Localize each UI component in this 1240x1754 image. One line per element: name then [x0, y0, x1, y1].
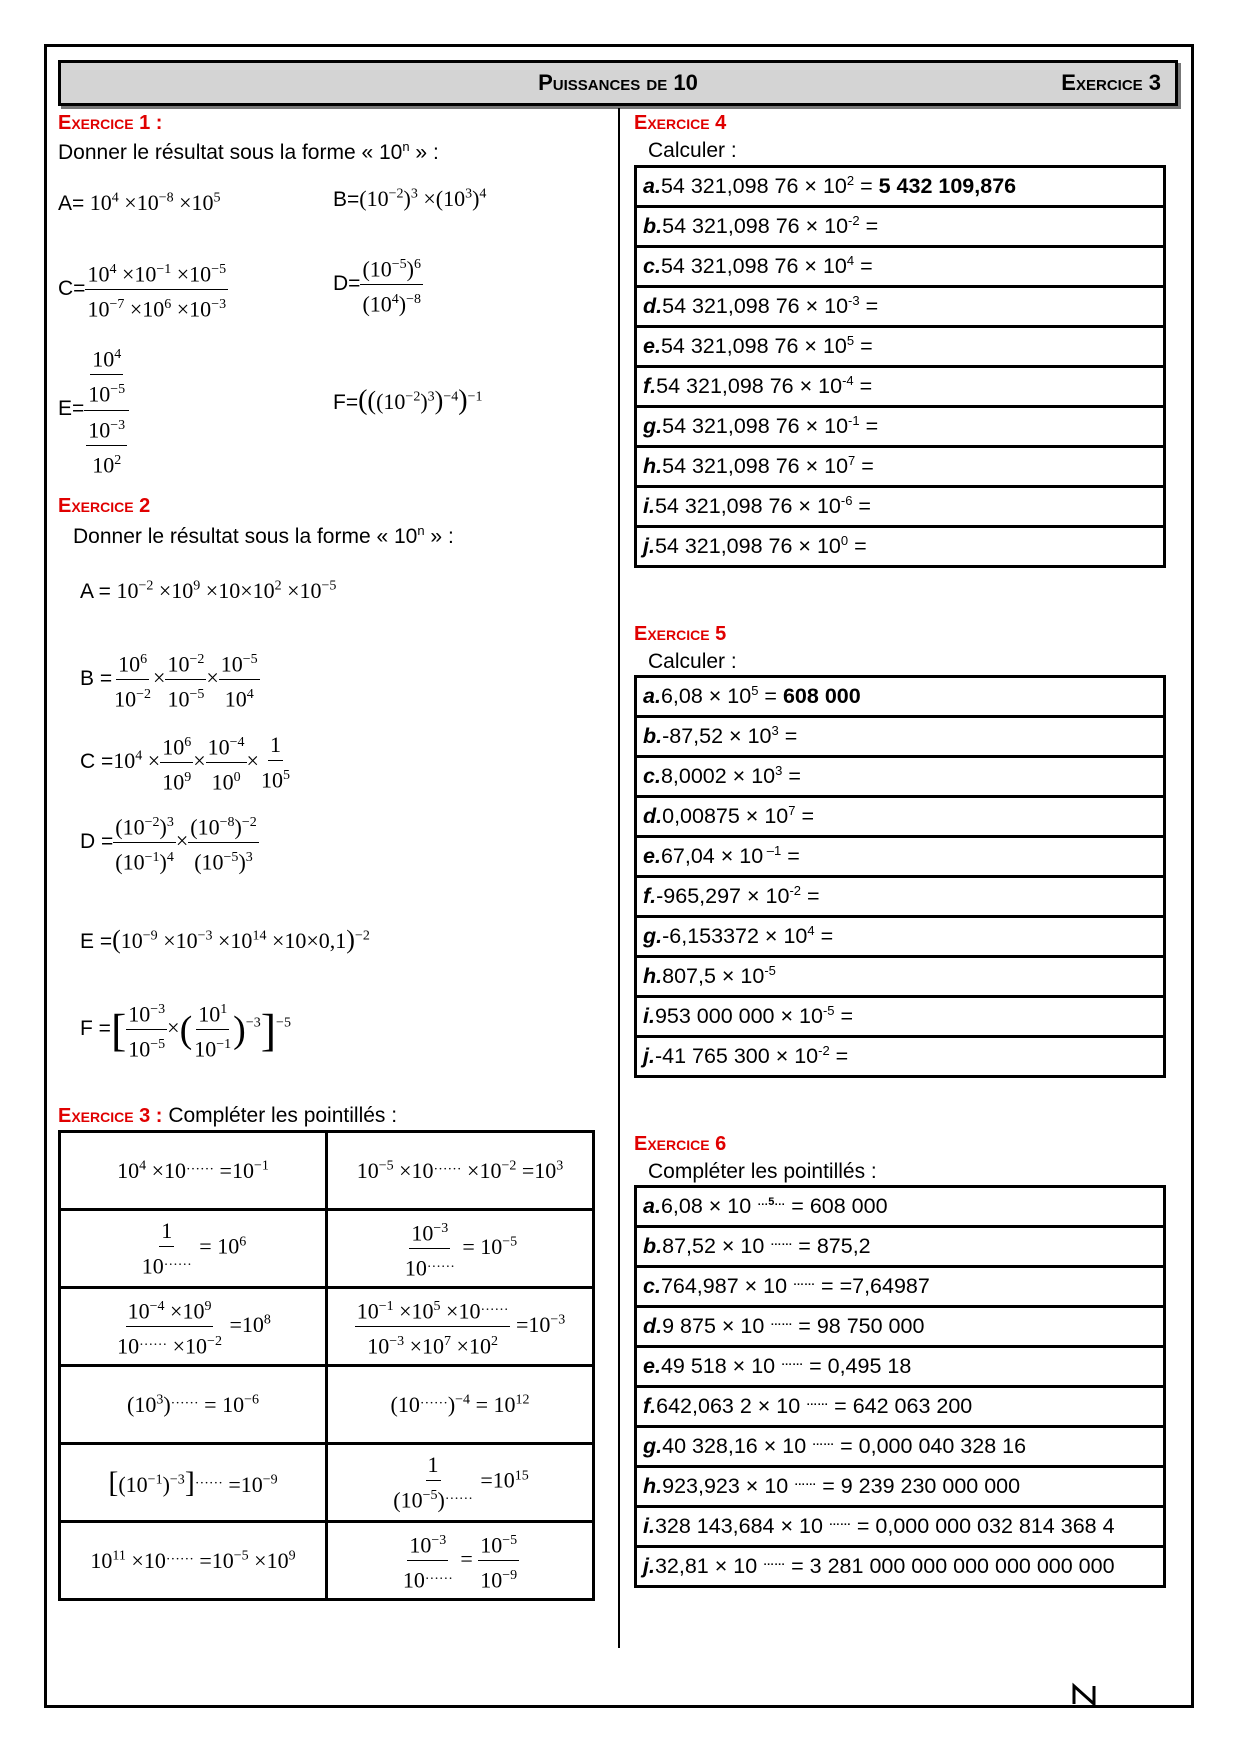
row-label: a. [643, 174, 661, 199]
row-label: f. [643, 1394, 657, 1418]
ex6-row [636, 1467, 1165, 1507]
row-label: c. [643, 254, 661, 279]
row-label: e. [643, 334, 661, 359]
ex6-cell[interactable]: c.764,987 × 10 …… = =7,64987 [636, 1267, 1165, 1307]
row-number: 642,063 2 [656, 1394, 752, 1418]
row-result: 0,000 000 032 814 368 4 [875, 1514, 1115, 1538]
ex3-cell[interactable]: $\frac{10^{-1} \times 10^5 \times 10^{\dots\dots}}{10^{-3} \times 10^7 \times 10^2}$ $=10^{-3}$ [327, 1288, 594, 1366]
ex2-d-label: D = [80, 829, 114, 853]
row-blank[interactable]: …… [806, 1395, 829, 1408]
row-result: 3 281 000 000 000 000 000 000 [809, 1554, 1115, 1578]
row-exponent: -3 [848, 293, 860, 309]
row-blank[interactable]: …… [770, 1235, 793, 1248]
ex4-cell[interactable]: e.54 321,098 $76 \times 10^5$ = [636, 327, 1165, 367]
ex4-row [636, 327, 1165, 367]
row-exponent: 3 [771, 723, 779, 739]
row-number: 49 518 [660, 1354, 727, 1378]
ex6-cell[interactable]: h.923,923 × 10 …… = 9 239 230 000 000 [636, 1467, 1165, 1507]
row-label: h. [643, 1474, 663, 1498]
row-number: 9 875 [662, 1314, 716, 1338]
ex2-f-label: F = [80, 1016, 111, 1040]
ex3-cell[interactable]: $[(10^{-1})^{-3}]^{\dots\dots} =10^{-9}$ [60, 1444, 327, 1522]
ex2-instruction-end: » : [424, 525, 454, 548]
ex4-cell[interactable]: d.54 321,098 $76 \times 10^{-3}$ = [636, 287, 1165, 327]
ex5-instruction: Calculer : [648, 650, 737, 673]
ex1-c-label: C= [58, 276, 86, 300]
ex3-cell[interactable]: $(10^3)^{\dots\dots} = 10^{-6}$ [60, 1366, 327, 1444]
row-equals: = [782, 764, 801, 789]
ex4-row [636, 487, 1165, 527]
row-base: 54 321,098 76 [656, 374, 794, 399]
ex3-cell[interactable]: $\frac{10^{-4} \times 10^9}{10^{\dots\dots} \times 10^{-2}}$ $=10^8$ [60, 1288, 327, 1366]
row-answer: 608 000 [782, 684, 861, 709]
row-equals: = [781, 844, 800, 869]
row-number: 328 143,684 [654, 1514, 775, 1538]
row-equals: = [834, 1004, 854, 1029]
ex1-title: Exercice 1 : [58, 112, 163, 134]
ex5-row [636, 797, 1165, 837]
row-exponent: -2 [818, 1043, 830, 1059]
row-label: h. [643, 964, 663, 989]
ex4-cell[interactable]: c.54 321,098 $76 \times 10^4$ = [636, 247, 1165, 287]
row-number: -41 765 300 [654, 1044, 770, 1069]
row-blank[interactable]: …… [770, 1315, 793, 1328]
row-blank[interactable]: …5… [757, 1195, 786, 1208]
ex5-cell[interactable]: i.953 000 $000 \times 10^{-5}$ = [636, 997, 1165, 1037]
row-equals: = [778, 724, 798, 749]
ex5-row [636, 677, 1165, 717]
row-label: b. [643, 1234, 663, 1258]
row-exponent: 3 [775, 763, 783, 779]
row-blank[interactable]: …… [763, 1555, 786, 1568]
ex1-expr-e: E= $\frac{\frac{10^4}{10^{-5}}}{\frac{10^{-3}}{10^2}}$ [58, 340, 129, 480]
row-answer: 5 432 109,876 [878, 174, 1017, 199]
row-result: 9 239 230 000 000 [840, 1474, 1021, 1498]
ex2-instruction-text: Donner le résultat sous la forme « 10 [73, 525, 418, 548]
row-label: e. [643, 844, 661, 869]
row-base: 54 321,098 76 [660, 174, 799, 199]
ex3-title: Exercice 3 : [58, 1105, 163, 1127]
row-exponent: -2 [789, 883, 802, 899]
ex3-cell[interactable]: $10^{-5} \times 10^{\dots\dots} \times 10^{-2} =10^3$ [327, 1132, 594, 1210]
ex6-cell[interactable]: f.642,063 2 × 10 …… = 642 063 200 [636, 1387, 1165, 1427]
row-blank[interactable]: …… [794, 1475, 817, 1488]
ex4-row [636, 287, 1165, 327]
ex3-cell[interactable]: $10^{11} \times 10^{\dots\dots} =10^{-5} \times 10^9$ [60, 1522, 327, 1600]
row-result: 608 000 [809, 1194, 888, 1218]
ex6-row [636, 1187, 1165, 1227]
row-label: i. [643, 1514, 655, 1538]
ex1-d-label: D= [333, 271, 361, 295]
ex5-cell[interactable]: e.67,04 × 10 $^{-1}$ = [636, 837, 1165, 877]
ex5-cell[interactable]: $f.-965,297 \times 10^{-2}$ = [636, 877, 1165, 917]
ex1-f-label: F= [333, 391, 359, 414]
ex1-a-label: A= [58, 192, 85, 215]
ex1-expr-d: D= $\frac{(10^{-5})^6}{(10^4)^{-8}}$ [333, 250, 423, 320]
ex2-expr-d: D = $\frac{(10^{-2})^3}{(10^{-1})^4}$ × $\frac{(10^{-8})^{-2}}{(10^{-5})^3}$ [80, 808, 259, 878]
row-base: 54 321,098 76 [662, 294, 800, 319]
ex2-a-label: A = [80, 580, 111, 603]
ex6-cell[interactable]: g.40 328,16 × 10 …… = 0,000 040 328 16 [636, 1427, 1165, 1467]
ex2-e-label: E = [80, 930, 113, 953]
row-exponent: 7 [788, 803, 796, 819]
ex4-row [636, 207, 1165, 247]
ex6-row [636, 1387, 1165, 1427]
row-label: a. [643, 684, 661, 709]
row-blank[interactable]: …… [781, 1355, 804, 1368]
ex5-cell[interactable]: $h.807,5 \times 10^{-5}$ [636, 957, 1165, 997]
row-label: f. [643, 884, 657, 909]
row-number: 923,923 [662, 1474, 740, 1498]
row-exponent: -5 [764, 963, 776, 979]
ex2-c-label: C = [80, 749, 114, 773]
ex5-row [636, 997, 1165, 1037]
row-exponent: 5 [751, 683, 759, 699]
page-title: Puissances de 10 [538, 70, 698, 95]
row-number: 87,52 [662, 1234, 716, 1258]
row-exponent: 2 [846, 173, 855, 189]
ex5-cell[interactable]: j.-41 765 $300 \times 10^{-2}$ = [636, 1037, 1165, 1077]
ex1-instruction [58, 139, 439, 165]
row-number: 32,81 [654, 1554, 709, 1578]
ex4-row [636, 247, 1165, 287]
ex4-cell[interactable]: i.54 321,098 $76 \times 10^{-6}$ = [636, 487, 1165, 527]
row-number: -6,153372 [662, 924, 759, 949]
ex4-table [634, 165, 1166, 568]
ex1-instruction-exp: n [402, 139, 410, 154]
row-equals: = [758, 684, 783, 709]
ex2-expr-b: B = $\frac{10^6}{10^{-2}}$ × $\frac{10^{-2}}{10^{-5}}$ × $\frac{10^{-5}}{10^4}$ [80, 645, 260, 715]
ex6-row [636, 1347, 1165, 1387]
row-exponent: 5 [846, 333, 855, 349]
exercise-number: Exercice 3 [1061, 70, 1161, 95]
ex4-row [636, 167, 1165, 207]
row-base: 54 321,098 76 [662, 414, 800, 439]
row-exponent: 4 [807, 923, 815, 939]
ex3-cell[interactable]: $(10^{\dots\dots})^{-4} = 10^{12}$ [327, 1366, 594, 1444]
row-label: d. [643, 1314, 663, 1338]
row-base: 54 321,098 76 [654, 494, 793, 519]
ex2-expr-a: $A = 10^{-2} \times 10^9 \times 10\times 10^2 \times 10^{-5}$ [80, 578, 337, 603]
row-result: 98 750 000 [816, 1314, 925, 1338]
ex6-row [636, 1267, 1165, 1307]
row-equals: = [795, 804, 815, 829]
ex1-instruction-end: » : [409, 141, 439, 164]
ex5-table [634, 675, 1166, 1078]
ex4-row [636, 447, 1165, 487]
ex6-cell[interactable]: a.6,08 × 10 $^{\dots 5\dots}$ = 608 000 [636, 1187, 1165, 1227]
row-result: 0,000 040 328 16 [858, 1434, 1027, 1458]
row-number: 953 000 000 [654, 1004, 775, 1029]
ex2-title: Exercice 2 [58, 495, 151, 517]
ex6-cell[interactable]: b.87,52 × 10 …… = 875,2 [636, 1227, 1165, 1267]
ex5-cell[interactable]: $b.-87,52 \times 10^3$ = [636, 717, 1165, 757]
ex2-instruction-exp: n [417, 523, 425, 538]
row-equals: = [829, 1044, 849, 1069]
row-label: i. [643, 1004, 655, 1029]
ex3-cell[interactable]: $10^4 \times 10^{\dots\dots} =10^{-1}$ [60, 1132, 327, 1210]
row-number: 6,08 [660, 1194, 703, 1218]
ex5-cell[interactable]: $a.6,08 \times 10^5 = 608$ 000 [636, 677, 1165, 717]
row-blank[interactable]: …… [828, 1515, 851, 1528]
row-result: 0,495 18 [827, 1354, 912, 1378]
row-label: g. [643, 414, 663, 439]
ex1-expr-a: $A= 10^4 \times 10^{-8} \times 10^5$ [58, 190, 221, 215]
row-number: 764,987 [660, 1274, 739, 1298]
ex5-row [636, 957, 1165, 997]
ex3-heading [58, 1104, 397, 1128]
ex4-title: Exercice 4 [634, 112, 727, 134]
row-number: 0,00875 [662, 804, 740, 829]
ex6-row [636, 1507, 1165, 1547]
row-exponent: -5 [822, 1003, 835, 1019]
row-exponent: -6 [840, 493, 853, 509]
ex6-table [634, 1185, 1166, 1588]
row-result: 875,2 [816, 1234, 871, 1258]
row-base: 54 321,098 76 [660, 334, 799, 359]
row-exponent: 0 [840, 533, 849, 549]
ex1-expr-c: C= $\frac{10^4 \times 10^{-1} \times 10^{-5}}{10^{-7} \times 10^6 \times 10^{-3}}$ [58, 255, 228, 325]
ex6-title: Exercice 6 [634, 1133, 727, 1155]
ex5-row [636, 717, 1165, 757]
ex6-row [636, 1227, 1165, 1267]
ex5-title: Exercice 5 [634, 623, 727, 645]
row-label: a. [643, 1194, 661, 1218]
ex5-row [636, 877, 1165, 917]
ex6-cell[interactable]: i.328 143,684 × 10 …… = 0,000 000 032 814 368 4 [636, 1507, 1165, 1547]
row-number: 67,04 [660, 844, 715, 869]
ex1-b-label: B= [333, 188, 360, 211]
ex1-instruction-text: Donner le résultat sous la forme « 10 [58, 141, 403, 164]
ex6-cell[interactable]: d.9 875 × 10 …… = 98 750 000 [636, 1307, 1165, 1347]
ex6-row [636, 1547, 1165, 1587]
row-label: g. [643, 1434, 663, 1458]
row-equals: = [814, 924, 834, 949]
ex4-cell[interactable]: b.54 321,098 $76 \times 10^{-2}$ = [636, 207, 1165, 247]
row-result: =7,64987 [839, 1274, 930, 1298]
row-label: b. [643, 724, 663, 749]
row-label: g. [643, 924, 663, 949]
ex5-row [636, 917, 1165, 957]
ex2-expr-e: $E =(10^{-9} \times 10^{-3} \times 10^{14} \times 10\times 0,1)^{-2}$ [80, 925, 370, 954]
ex1-e-label: E= [58, 397, 85, 421]
ex3-cell[interactable]: $\frac{10^{-3}}{10^{\dots\dots}}$ = $\frac{10^{-5}}{10^{-9}}$ [327, 1522, 594, 1600]
ex4-row [636, 407, 1165, 447]
row-base: 54 321,098 76 [660, 254, 799, 279]
ex3-cell[interactable]: $\frac{1}{(10^{-5})^{\dots\dots}}$ $=10^{15}$ [327, 1444, 594, 1522]
row-base: 54 321,098 76 [662, 214, 800, 239]
row-blank[interactable]: …… [793, 1275, 816, 1288]
ex2-expr-f: F =[ $\frac{10^{-3}}{10^{-5}}$ ×( $\frac{10^1}{10^{-1}}$ )$^{-3}$]$^{-5}$ [80, 995, 291, 1065]
ex4-row [636, 367, 1165, 407]
row-label: j. [643, 1554, 655, 1578]
row-exponent: -1 [848, 413, 860, 429]
ex5-cell[interactable]: $g.-6,153372 \times 10^4$ = [636, 917, 1165, 957]
row-exponent: -4 [842, 373, 854, 389]
ex1-expr-b: $B=(10^{-2})^3 \times(10^3)^4$ [333, 186, 487, 211]
row-label: i. [643, 494, 655, 519]
ex4-cell[interactable]: h.54 321,098 $76 \times 10^7$ = [636, 447, 1165, 487]
ex5-row [636, 1037, 1165, 1077]
ex4-cell[interactable]: g.54 321,098 $76 \times 10^{-1}$ = [636, 407, 1165, 447]
ex1-expr-f: $F=(((10^{-2})^3)^{-4})^{-1}$ [333, 385, 483, 416]
row-label: f. [643, 374, 657, 399]
row-label: c. [643, 764, 661, 789]
ex6-cell[interactable]: e.49 518 × 10 …… = 0,495 18 [636, 1347, 1165, 1387]
row-number: -87,52 [662, 724, 724, 749]
row-number: 807,5 [662, 964, 716, 989]
ex2-expr-c: $C =10^4$ × $\frac{10^6}{10^9}$ × $\frac{10^{-4}}{10^0}$ × $\frac{1}{10^5}$ [80, 728, 292, 798]
ex4-row [636, 527, 1165, 567]
ex5-row [636, 757, 1165, 797]
row-exponent: 7 [848, 453, 856, 469]
row-label: e. [643, 1354, 661, 1378]
page-header [58, 60, 1178, 106]
row-label: d. [643, 294, 663, 319]
row-equals: = [801, 884, 820, 909]
row-label: d. [643, 804, 663, 829]
ex4-cell[interactable]: a.54 321,098 $76 \times 10^2 = 5$ 432 109,876 [636, 167, 1165, 207]
ex3-instruction: Compléter les pointillés : [162, 1104, 398, 1127]
ex6-cell[interactable]: j.32,81 × 10 …… = 3 281 000 000 000 000 000 000 [636, 1547, 1165, 1587]
ex2-instruction [73, 523, 454, 549]
row-label: h. [643, 454, 663, 479]
row-result: 642 063 200 [852, 1394, 973, 1418]
row-label: j. [643, 1044, 655, 1069]
ex5-cell[interactable]: $c.8,0002 \times 10^3$ = [636, 757, 1165, 797]
row-base: 54 321,098 76 [654, 534, 793, 559]
ex5-row [636, 837, 1165, 877]
row-label: c. [643, 1274, 661, 1298]
row-number: 8,0002 [660, 764, 727, 789]
ex4-cell[interactable]: f.54 321,098 $76 \times 10^{-4}$ = [636, 367, 1165, 407]
ex4-cell[interactable]: j.54 321,098 $76 \times 10^0$ = [636, 527, 1165, 567]
ex5-cell[interactable]: $d.0,00875 \times 10^7$ = [636, 797, 1165, 837]
ex3-cell[interactable]: $\frac{10^{-3}}{10^{\dots\dots}}$ = $10^{-5}$ [327, 1210, 594, 1288]
column-divider [618, 108, 620, 1648]
ex6-row [636, 1307, 1165, 1347]
ex6-instruction: Compléter les pointillés : [648, 1160, 877, 1183]
row-number: 40 328,16 [662, 1434, 758, 1458]
row-exponent: –1 [763, 843, 782, 859]
ex3-cell[interactable]: $\frac{1}{10^{\dots\dots}}$ = $10^6$ [60, 1210, 327, 1288]
ex4-instruction: Calculer : [648, 139, 737, 162]
ex6-row [636, 1427, 1165, 1467]
row-label: j. [643, 534, 655, 559]
ex3-table [58, 1130, 595, 1601]
corner-mark-icon [1070, 1682, 1100, 1706]
row-exponent: 4 [846, 253, 855, 269]
row-label: b. [643, 214, 663, 239]
row-number: -965,297 [656, 884, 742, 909]
row-number: 6,08 [660, 684, 703, 709]
ex2-b-label: B = [80, 666, 113, 690]
row-blank[interactable]: …… [812, 1435, 835, 1448]
row-base: 54 321,098 76 [662, 454, 800, 479]
row-exponent: -2 [848, 213, 860, 229]
